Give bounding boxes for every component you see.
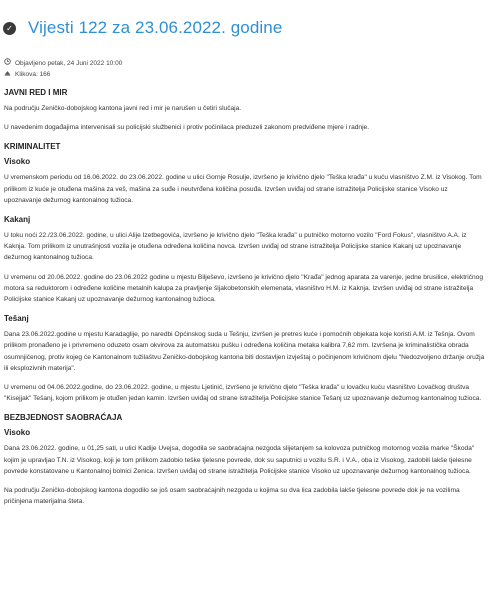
- paragraph: Na području Zeničko-dobojskog kantona javni red i mir je narušen u četiri slučaja.: [4, 105, 242, 112]
- paragraph: Dana 23.06.2022.godine u mjestu Karadaglije, po naredbi Općinskog suda u Tešnju, izvršen je pretres kuće i pomoćnih objekata koje koristi A.M. iz Tešnja. Ovom prilikom pronađeno je i privremeno oduzeto osam okvirova za automatsku pušku i određena količina metaka kalibra 7,62 mm. Izvršena je kriminalistička obrada osumnjičenog, protiv kojeg će Kantonalnom tužilaštvu Zeničko-dobojskog kantona biti dostavljen izvještaj o počinjenom krivičnom djelu "Nedozvoljeno držanje oružja ili eksplozivnih materija".: [4, 331, 485, 372]
- published-row: [4, 58, 122, 69]
- paragraph: Dana 23.06.2022. godine, u 01,25 sati, u ulici Kadije Uvejsa, dogodila se saobraćajna nezgoda slijetanjem sa kolovoza putničkog motornog vozila marke "Škoda" kojim je upravljao T.N. iz Visokog, koji je tom prilikom zadobio teške tjelesne povrede, dok su saputnici u vozilu S.R. i V.A., oba iz Visokog, zadobili lakše tjelesne povrede konstatovane u Kantonalnoj bolnici Zenica. Izvršen uviđaj od strane istražitelja Policijske stanice Visoko uz upoznavanje dežurnog kantonalnog tužioca.: [4, 445, 475, 475]
- clock-icon: [4, 58, 11, 69]
- subsection-heading: Kakanj: [4, 215, 31, 225]
- section-heading: JAVNI RED I MIR: [4, 88, 68, 97]
- subsection-heading: Tešanj: [4, 314, 29, 324]
- article-header: [3, 7, 282, 50]
- subsection-heading: Visoko: [4, 157, 31, 167]
- eye-icon: [4, 69, 11, 80]
- paragraph: U vremenu od 04.06.2022.godine, do 23.06.2022. godine, u mjestu Ljetinić, izvršeno je krivično djelo "Teška krađa" u lovačku kuću vlasništvo Lovačkog društva "Kisejjak" Tešanj, kojom prilikom je otuđen jedan kamin. Izvršen uviđaj od strane istražitelja Policijske stanice Tešanj uz upoznavanje dežurnog kantonalnog tužioca.: [4, 384, 482, 403]
- check-icon: ✓: [3, 22, 16, 35]
- hits-row: [4, 69, 122, 80]
- section-heading: KRIMINALITET: [4, 142, 61, 152]
- section-heading: BEZBJEDNOST SAOBRAĆAJA: [4, 413, 123, 423]
- article-body: [4, 88, 486, 507]
- paragraph: U navedenim događajima intervenisali su policijski službenici i protiv počinilaca preduzeli zakonom predviđene mjere i radnje.: [4, 124, 370, 132]
- article-meta: [4, 58, 122, 80]
- paragraph: U vremenu od 20.06.2022. godine do 23.06.2022 godine u mjestu Bilješevo, izvršeno je krivično djelo "Krađa" jednog aparata za varenje, jedne brusilice, električnog motora sa reduktorom i određene količine metalnih kalupa za pravljenje šljakobetonskih elemenata, vlasništvo H.M. iz Kaknja. Izvršen uviđaj od strane istražitelja Policijske stanice Kakanj uz upoznavanje dežurnog kantonalnog tužioca.: [4, 273, 483, 304]
- paragraph: Na području Zeničko-dobojskog kantona dogodilo se još osam saobraćajnih nezgoda u kojima su dva lica zadobila lakše tjelesne povrede dok je na vozilima pričinjena materijalna šteta.: [4, 487, 460, 506]
- published-date: Objavljeno petak, 24 Juni 2022 10:00: [15, 60, 123, 67]
- paragraph: U vremenskom periodu od 16.06.2022. do 23.06.2022. godine u ulici Gornje Rosulje, izvršeno je krivično djelo "Teška krađa" u kuću vlasništvo Z.M. iz Visokog. Tom prilikom iz kuće je otuđena mašina za veš, mašina za suđe i neutvrđena količina posuđa. Izvršen uviđaj od strane istražitelja Policijske stanice Visoko uz upoznavanje dežurnog kantonalnog tužioca.: [4, 174, 482, 204]
- page-title[interactable]: Vijesti 122 za 23.06.2022. godine: [28, 18, 283, 38]
- subsection-heading: Visoko: [4, 428, 31, 438]
- paragraph: U toku noći 22./23.06.2022. godine, u ulici Alije Izetbegovića, izvršeno je krivično djelo "Teška krađa" u putničko motorno vozilo "Ford Fokus", vlasništvo A.A. iz Kaknja. Tom prilikom iz unutrašnjosti vozila je otuđena određena količina novca. Izvršen uviđaj od strane istražitelja Policijske stanice Kakanj uz upoznavanje dežurnog kantonalnog tužioca.: [4, 232, 467, 262]
- hit-count: Klikova: 166: [15, 71, 51, 78]
